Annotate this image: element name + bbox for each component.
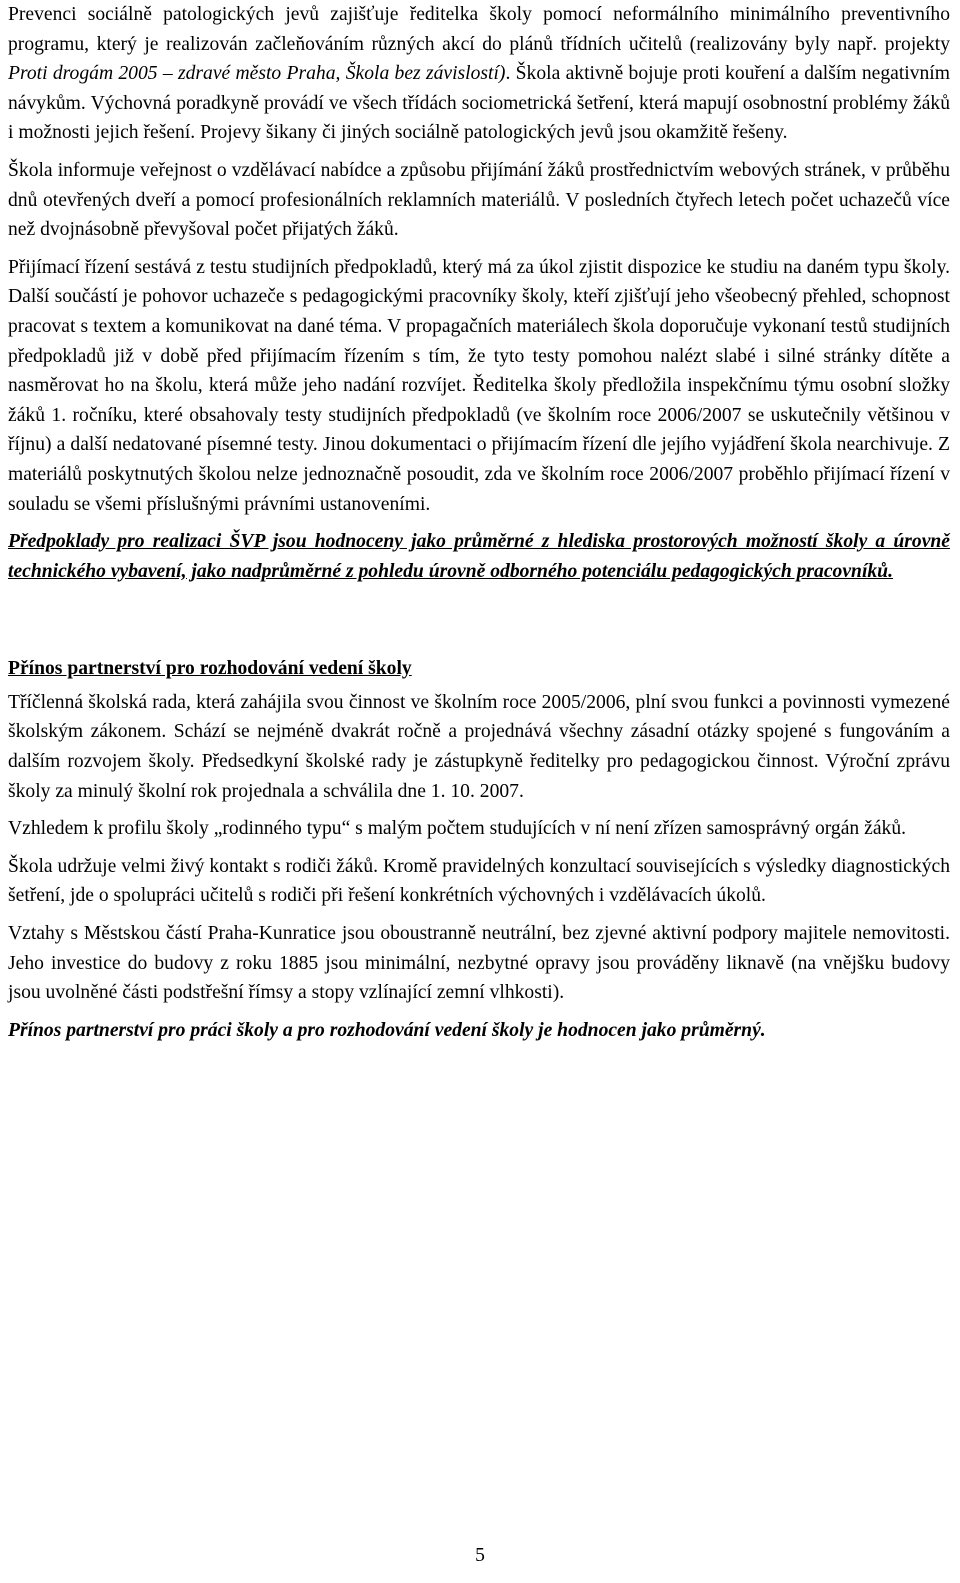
paragraph-public-info: Škola informuje veřejnost o vzdělávací nabídce a způsobu přijímání žáků prostřednictvím webových stránek, v průběhu dnů otevřených dveří a pomocí profesionálních reklamních materiálů. V posledních čtyřech letech počet uchazečů více než dvojnásobně převyšoval počet přijatých žáků. (8, 159, 950, 241)
text-run: Prevenci sociálně patologických jevů zajišťuje ředitelka školy pomocí neformálního minimálního preventivního programu, který je realizován začleňováním různých akcí do plánů třídních učitelů (realizovány byly např. projekty (8, 4, 950, 55)
paragraph-parents: Škola udržuje velmi živý kontakt s rodiči žáků. Kromě pravidelných konzultací souvisejících s výsledky diagnostických šetření, jde o spolupráci učitelů s rodiči při řešení konkrétních výchovných i vzdělávacích úkolů. (8, 855, 950, 907)
document-page (8, 0, 950, 1053)
text-run: . Škola aktivně bojuje proti kouření a dalším negativním návykům. Výchovná poradkyně provádí ve všech třídách sociometrická šetření, která mapují osobnostní problémy žáků i možnosti jejich řešení. Projevy šikany či jiných sociálně patologických jevů jsou okamžitě řešeny. (8, 63, 950, 144)
project-names: Proti drogám 2005 – zdravé město Praha, Škola bez závislostí) (8, 63, 506, 85)
page-number: 5 (475, 1545, 485, 1566)
paragraph-municipality: Vztahy s Městskou částí Praha-Kunratice jsou oboustranně neutrální, bez zjevné aktivní podpory majitele nemovitosti. Jeho investice do budovy z roku 1885 jsou minimální, nezbytné opravy jsou prováděny liknavě (na vnějšku budovy jsou uvolněné části podstřešní římsy a stopy vzlínající zemní vlhkosti). (8, 923, 950, 1004)
section-heading: Přínos partnerství pro rozhodování vedení školy (8, 658, 412, 680)
paragraph-school-board: Tříčlenná školská rada, která zahájila svou činnost ve školním roce 2005/2006, plní svou funkci a povinnosti vymezené školským zákonem. Schází se nejméně dvakrát ročně a projednává všechny zásadní otázky spojené s fungováním a dalším rozvojem školy. Předsedkyní školské rady je zástupkyně ředitelky pro pedagogickou činnost. Výroční zprávu školy za minulý školní rok projednala a schválila dne 1. 10. 2007. (8, 691, 950, 802)
paragraph-prevention (8, 0, 950, 148)
conclusion-partnership: Přínos partnerství pro práci školy a pro rozhodování vedení školy je hodnocen jako průměrný. (8, 1019, 766, 1041)
paragraph-student-body: Vzhledem k profilu školy „rodinného typu“ s malým počtem studujících v ní není zřízen samosprávný orgán žáků. (8, 818, 907, 840)
paragraph-admission: Přijímací řízení sestává z testu studijních předpokladů, který má za úkol zjistit dispozice ke studiu na daném typu školy. Další součástí je pohovor uchazeče s pedagogickými pracovníky školy, kteří zjišťují jeho všeobecný přehled, schopnost pracovat s textem a komunikovat na dané téma. V propagačních materiálech škola doporučuje vykonaní testů studijních předpokladů již v době před přijímacím řízením s tím, že tyto testy pomohou nalézt slabé i silné stránky dítěte a nasměrovat ho na školu, která může jeho nadání rozvíjet. Ředitelka školy předložila inspekčnímu týmu osobní složky žáků 1. ročníku, které obsahovaly testy studijních předpokladů (ve školním roce 2006/2007 se uskutečnily většinou v říjnu) a další nedatované písemné testy. Jinou dokumentaci o přijímacím řízení dle jejího vyjádření škola nearchivuje. Z materiálů poskytnutých školou nelze jednoznačně posoudit, zda ve školním roce 2006/2007 proběhlo přijímací řízení v souladu se všemi příslušnými právními ustanoveními. (8, 256, 950, 515)
conclusion-svp: Předpoklady pro realizaci ŠVP jsou hodnoceny jako průměrné z hlediska prostorových možností školy a úrovně technického vybavení, jako nadprůměrné z pohledu úrovně odborného potenciálu pedagogických pracovníků. (8, 531, 950, 582)
